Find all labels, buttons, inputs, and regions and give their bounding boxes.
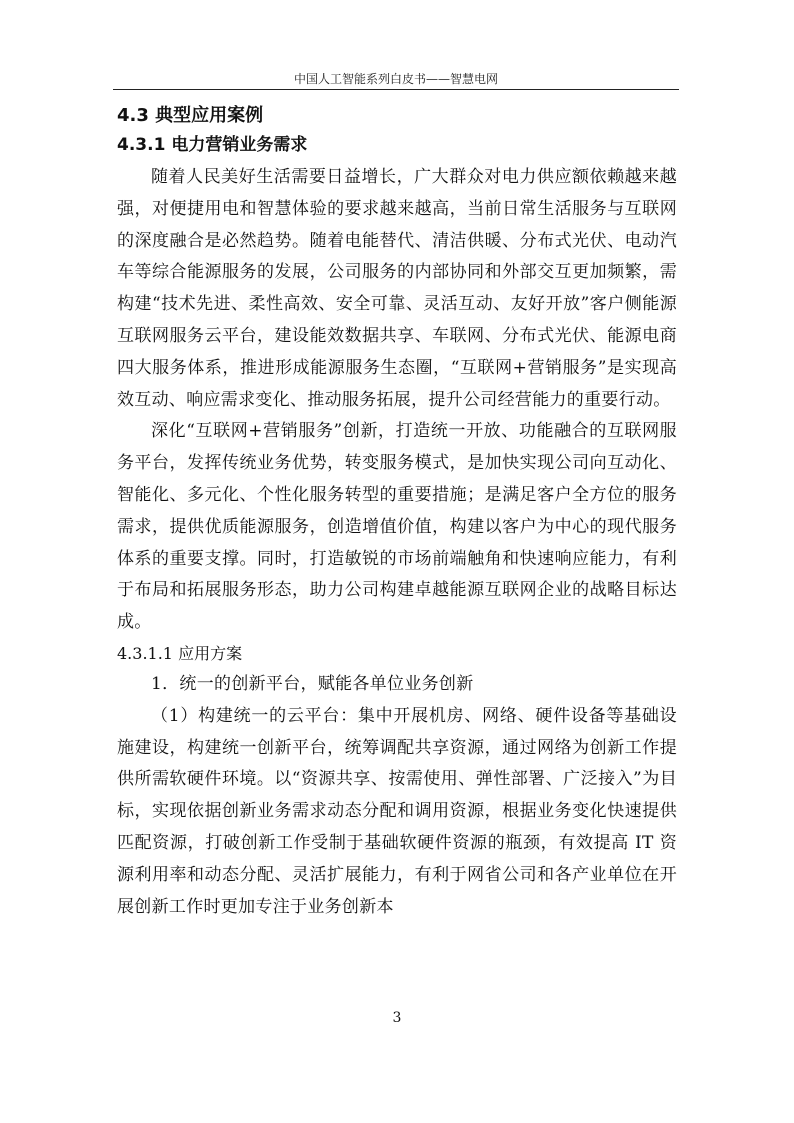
list-item-paragraph: （1）构建统一的云平台：集中开展机房、网络、硬件设备等基础设施建设，构建统一创新平台，统筹调配共享资源，通过网络为创新工作提供所需软硬件环境。以“资源共享、按需使用、弹性部署、广泛接入”为目标，实现依据创新业务需求动态分配和调用资源，根据业务变化快速提供匹配资源，打破创新工作受制于基础软硬件资源的瓶颈，有效提高 IT 资源利用率和动态分配、灵活扩展能力，有利于网省公司和各产业单位在开展创新工作时更加专注于业务创新本 bbox=[117, 705, 677, 917]
body-paragraph: 深化“互联网+营销服务”创新，打造统一开放、功能融合的互联网服务平台，发挥传统业务优势，转变服务模式，是加快实现公司向互动化、智能化、多元化、个性化服务转型的重要措施；是满足客户全方位的服务需求，提供优质能源服务，创造增值价值，构建以客户为中心的现代服务体系的重要支撑。同时，打造敏锐的市场前端触角和快速响应能力，有利于布局和拓展服务形态，助力公司构建卓越能源互联网企业的战略目标达成。 bbox=[117, 421, 677, 633]
page-number: 3 bbox=[392, 1010, 402, 1026]
body-paragraph: 随着人民美好生活需要日益增长，广大群众对电力供应额依赖越来越强，对便捷用电和智慧体验的要求越来越高，当前日常生活服务与互联网的深度融合是必然趋势。随着电能替代、清洁供暖、分布式光伏、电动汽车等综合能源服务的发展，公司服务的内部协同和外部交互更加频繁，需构建“技术先进、柔性高效、安全可靠、灵活互动、友好开放”客户侧能源互联网服务云平台，建设能效数据共享、车联网、分布式光伏、能源电商四大服务体系，推进形成能源服务生态圈，“互联网+营销服务”是实现高效互动、响应需求变化、推动服务拓展，提升公司经营能力的重要行动。 bbox=[117, 167, 677, 410]
page-body bbox=[117, 102, 677, 923]
list-item-heading: 1．统一的创新平台，赋能各单位业务创新 bbox=[151, 673, 474, 694]
section-heading: 4.3 典型应用案例 bbox=[117, 105, 264, 126]
subsection-heading: 4.3.1 电力营销业务需求 bbox=[117, 135, 308, 155]
running-header: 中国人工智能系列白皮书——智慧电网 bbox=[293, 72, 498, 86]
sub-subsection-heading: 4.3.1.1 应用方案 bbox=[117, 643, 243, 663]
header-rule bbox=[113, 89, 679, 90]
